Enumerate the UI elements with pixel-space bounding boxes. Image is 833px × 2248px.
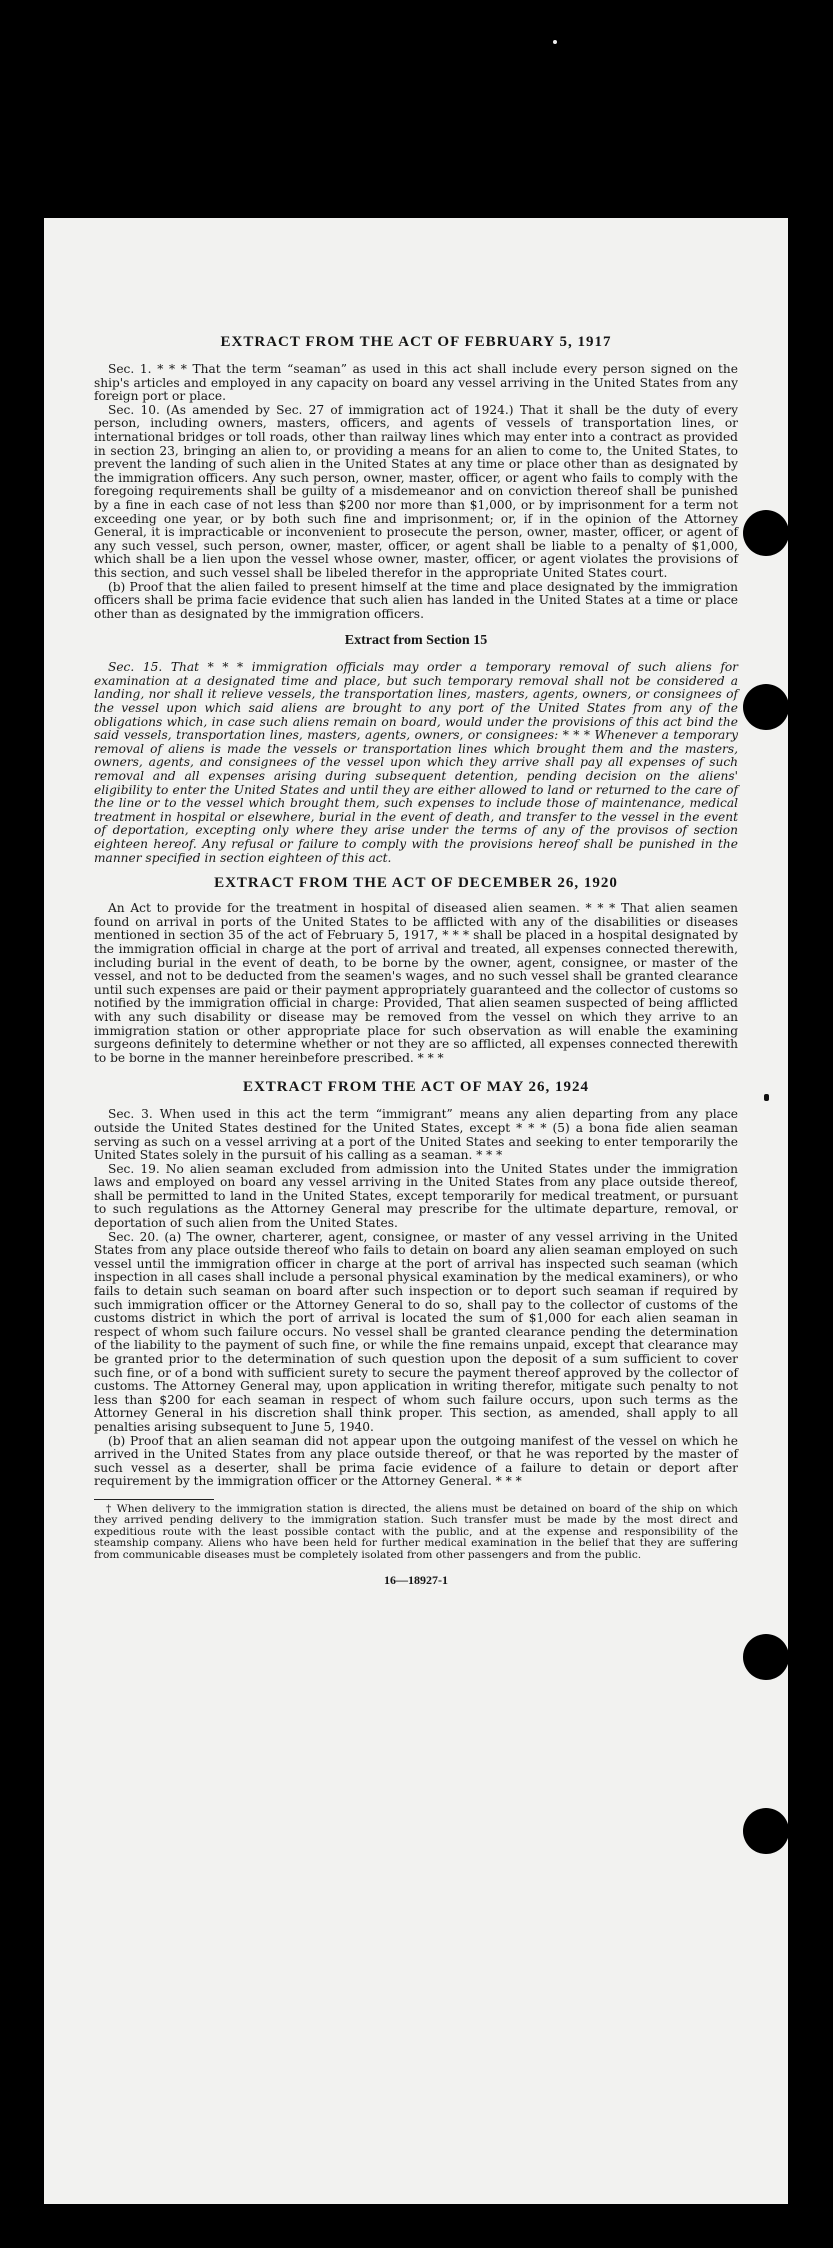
sec-20b-paragraph: (b) Proof that an alien seaman did not appear upon the outgoing manifest of the vessel on which he arrived in the United States from any place outside thereof, or that he was reported by the master of such vessel as a deserter, shall be prima facie evidence of a failure to detain or deport after requirement by the immigration officer or the Attorney General. * * * [94, 1433, 738, 1489]
act-1917-title: EXTRACT FROM THE ACT OF FEBRUARY 5, 1917 [220, 334, 612, 350]
speck-mark [553, 40, 557, 44]
punch-hole-4 [743, 1808, 788, 1854]
sec-1-paragraph: Sec. 1. * * * That the term “seaman” as used in this act shall include every person signed on the ship's articles and employed in any capacity on board any vessel arriving in the United States from any foreign port or place. [94, 362, 738, 404]
section-15-title: Extract from Section 15 [344, 633, 488, 649]
sec-10b-paragraph: (b) Proof that the alien failed to present himself at the time and place designated by the immigration officers shall be prima facie evidence that such alien has landed in the United States at a time or place other than as designated by the immigration officers. [94, 579, 738, 621]
form-number: 16—18927-1 [384, 1573, 448, 1588]
sec-3-paragraph: Sec. 3. When used in this act the term “immigrant” means any alien departing from any place outside the United States destined for the United States, except * * * (5) a bona fide alien seaman serving as such on a vessel arriving at a port of the United States and seeking to enter temporarily the United States solely in the pursuit of his calling as a seaman. * * * [94, 1107, 738, 1163]
sec-10-paragraph: Sec. 10. (As amended by Sec. 27 of immigration act of 1924.) That it shall be the duty of every person, including owners, masters, officers, and agents of vessels of transportation lines, or international bridges or toll roads, other than railway lines which may enter into a contract as provided in section 23, bringing an alien to, or providing a means for an alien to come to, the United States, to prevent the landing of such alien in the United States at any time or place other than as designated by the immigration officers. Any such person, owner, master, officer, or agent who fails to comply with the foregoing requirements shall be guilty of a misdemeanor and on conviction thereof shall be punished by a fine in each case of not less than $200 nor more than $1,000, or by imprisonment for a term not exceeding one year, or by both such fine and imprisonment; or, if in the opinion of the Attorney General, it is impracticable or inconvenient to prosecute the person, owner, master, officer, or agent of any such vessel, such person, owner, master, officer, or agent shall be liable to a penalty of $1,000, which shall be a lien upon the vessel whose owner, master, officer, or agent violates the provisions of this section, and such vessel shall be libeled therefor in the appropriate United States court. [94, 402, 738, 580]
sec-15-paragraph: Sec. 15. That * * * immigration officials may order a temporary removal of such aliens for examination at a designated time and place, but such temporary removal shall not be considered a landing, nor shall it relieve vessels, the transportation lines, masters, agents, owners, or consignees of the vessel upon which said aliens are brought to any port of the United States from any of the obligations which, in case such aliens remain on board, would under the provisions of this act bind the said vessels, transportation lines, masters, agents, owners, or consignees: * * * Whenever a temporary removal of aliens is made the vessels or transportation lines which brought them and the masters, owners, agents, and consignees of the vessel upon which they arrive shall pay all expenses of such removal and all expenses arising during subsequent detention, pending decision on the aliens' eligibility to enter the United States and until they are either allowed to land or returned to the care of the line or to the vessel which brought them, such expenses to include those of maintenance, medical treatment in hospital or elsewhere, burial in the event of death, and transfer to the vessel in the event of deportation, excepting only where they arise under the terms of any of the provisos of section eighteen hereof. Any refusal or failure to comply with the provisions hereof shall be punished in the manner specified in section eighteen of this act. [94, 660, 738, 865]
edge-mark [764, 1094, 769, 1101]
punch-hole-1 [743, 510, 788, 556]
footnote: † When delivery to the immigration station is directed, the aliens must be detained on board of the ship on which they arrived pending delivery to the immigration station. Such transfer must be made by the most direct and expeditious route with the least possible contact with the public, and at the expense and responsibility of the steamship company. Aliens who have been held for further medical examination in the belief that they are suffering from communicable diseases must be completely isolated from other passengers and from the public. [94, 1502, 738, 1561]
sec-20a-paragraph: Sec. 20. (a) The owner, charterer, agent, consignee, or master of any vessel arriving in the United States from any place outside thereof who fails to detain on board any alien seaman employed on such vessel until the immigration officer in charge at the port of arrival has inspected such seaman (which inspection in all cases shall include a personal physical examination by the medical examiners), or who fails to detain such seaman on board after such inspection or to deport such seaman if required by such immigration officer or the Attorney General to do so, shall pay to the collector of customs of the customs district in which the port of arrival is located the sum of $1,000 for each alien seaman in respect of whom such failure occurs. No vessel shall be granted clearance pending the determination of the liability to the payment of such fine, or while the fine remains unpaid, except that clearance may be granted prior to the determination of such question upon the deposit of a sum sufficient to cover such fine, or of a bond with sufficient surety to secure the payment thereof approved by the collector of customs. The Attorney General may, upon application in writing therefor, mitigate such penalty to not less than $200 for each seaman in respect of whom such failure occurs, upon such terms as the Attorney General in his discretion shall think proper. This section, as amended, shall apply to all penalties arising subsequent to June 5, 1940. [94, 1229, 738, 1434]
act-1924-title: EXTRACT FROM THE ACT OF MAY 26, 1924 [242, 1079, 590, 1096]
act-1920-paragraph: An Act to provide for the treatment in hospital of diseased alien seamen. * * * That alien seamen found on arrival in ports of the United States to be afflicted with any of the disabilities or diseases mentioned in section 35 of the act of February 5, 1917, * * * shall be placed in a hospital designated by the immigration official in charge at the port of arrival and treated, all expenses connected therewith, including burial in the event of death, to be borne by the owner, agent, consignee, or master of the vessel, and not to be deducted from the seamen's wages, and no such vessel shall be granted clearance until such expenses are paid or their payment appropriately guaranteed and the collector of customs so notified by the immigration official in charge: Provided, That alien seamen suspected of being afflicted with any such disability or disease may be removed from the vessel on which they arrive to an immigration station or other appropriate place for such observation as will enable the examining surgeons definitely to determine whether or not they are so afflicted, all expenses connected therewith to be borne in the manner hereinbefore prescribed. * * * [94, 901, 738, 1065]
act-1920-title: EXTRACT FROM THE ACT OF DECEMBER 26, 1920 [214, 875, 618, 892]
punch-hole-2 [743, 684, 788, 730]
document-page [44, 218, 788, 2204]
sec-19-paragraph: Sec. 19. No alien seaman excluded from admission into the United States under the immigration laws and employed on board any vessel arriving in the United States from any place outside thereof, shall be permitted to land in the United States, except temporarily for medical treatment, or pursuant to such regulations as the Attorney General may prescribe for the ultimate departure, removal, or deportation of such alien from the United States. [94, 1161, 738, 1231]
punch-hole-3 [743, 1634, 788, 1680]
